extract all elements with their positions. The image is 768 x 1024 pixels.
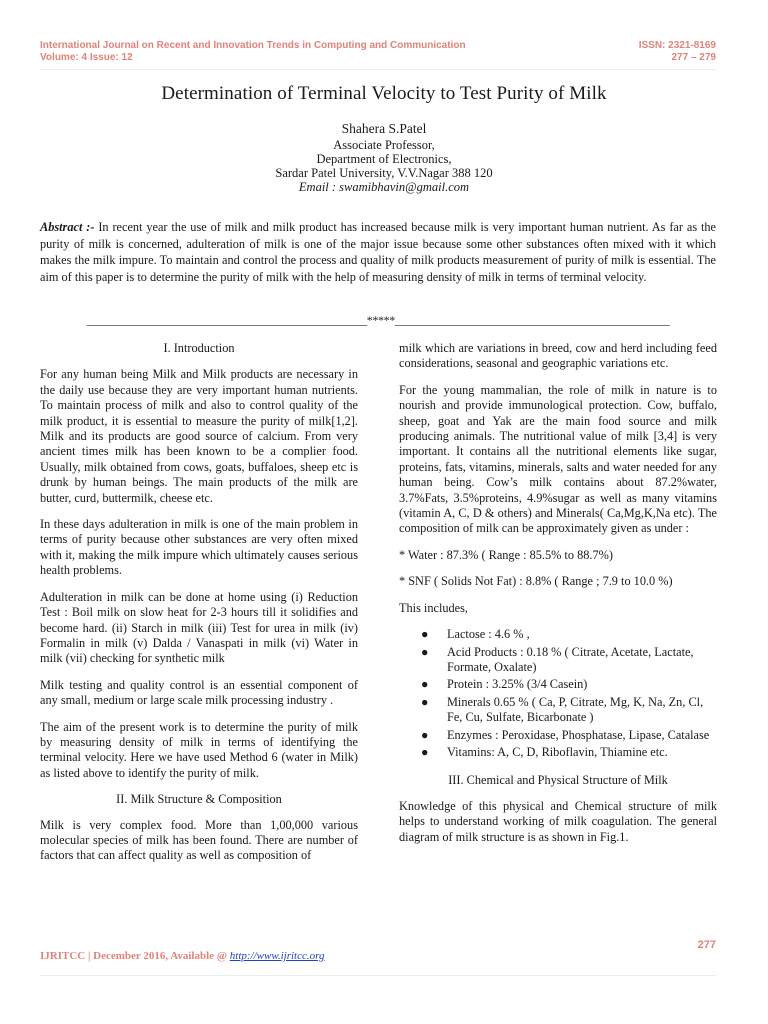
paragraph: For the young mammalian, the role of milk in nature is to nourish and provide immunological protection. Cow, buffalo, sheep, goat and Yak are the main food source and milk producing animals. The nutritional value of milk [3,4] is very important. It contains all the nutritional elements like sugar, proteins, fats, vitamins, minerals, salts and water needed for any human being. Cow’s milk contains about 87.2%water, 3.7%Fats, 3.5%proteins, 4.9%sugar as well as many vitamins (vitamin A, C, D & others) and Minerals( Ca,Mg,K,Na etc). The composition of milk can be approximately given as under :: [399, 382, 717, 536]
author-university: Sardar Patel University, V.V.Nagar 388 120: [275, 166, 493, 180]
author-position: Associate Professor,: [333, 138, 435, 152]
issn: ISSN: 2321-8169: [638, 40, 716, 51]
includes-label: This includes,: [399, 600, 468, 615]
abstract-label: Abstract :-: [40, 220, 95, 234]
abstract: [40, 219, 716, 285]
issn-header: [639, 40, 716, 64]
paper-title: Determination of Terminal Velocity to Test Purity of Milk: [161, 83, 607, 104]
snf-composition: * SNF ( Solids Not Fat) : 8.8% ( Range ; 7.9 to 10.0 %): [399, 574, 673, 589]
page-number: 277: [697, 939, 716, 951]
water-composition: * Water : 87.3% ( Range : 85.5% to 88.7%): [399, 547, 613, 562]
author-department: Department of Electronics,: [316, 152, 452, 166]
paragraph: milk which are variations in breed, cow and herd including feed considerations, seasonal and geographic variations etc.: [399, 341, 717, 371]
paragraph: Milk testing and quality control is an essential component of any small, medium or large scale milk processing industry .: [40, 677, 358, 708]
list-item: ● Protein : 3.25% (3/4 Casein): [421, 677, 588, 692]
paragraph: Milk is very complex food. More than 1,00,000 various molecular species of milk has been found. There are number of factors that can affect quality as well as composition of: [40, 817, 358, 863]
bullet-icon: ●: [421, 727, 429, 742]
composition-list: [399, 627, 717, 760]
footer-journal: IJRITCC | December 2016, Available @: [40, 950, 230, 962]
page-range: 277 – 279: [671, 52, 716, 63]
paragraph: In these days adulteration in milk is one of the main problem in terms of purity because other substances are very often mixed with it, making the milk impure which ultimately causes serious health problems.: [40, 517, 358, 578]
journal-header: [40, 40, 466, 64]
footer-divider: [40, 975, 716, 976]
author-block: [0, 122, 768, 194]
paragraph: Knowledge of this physical and Chemical structure of milk helps to understand working of milk coagulation. The general diagram of milk structure is as shown in Fig.1.: [399, 798, 717, 844]
journal-link[interactable]: http://www.ijritcc.org: [229, 950, 325, 962]
bullet-icon: ●: [421, 677, 429, 692]
list-item: ● Minerals 0.65 % ( Ca, P, Citrate, Mg, K, Na, Zn, Cl, Fe, Cu, Sulfate, Bicarbonate ): [421, 694, 704, 725]
author-name: Shahera S.Patel: [341, 121, 427, 136]
list-item: ● Acid Products : 0.18 % ( Citrate, Acetate, Lactate, Formate, Oxalate): [421, 644, 694, 674]
author-email: Email : swamibhavin@gmail.com: [298, 180, 470, 194]
list-item: ● Vitamins: A, C, D, Riboflavin, Thiamine etc.: [421, 744, 668, 759]
header-divider: [40, 69, 716, 70]
footer-citation: [40, 950, 325, 962]
journal-name: International Journal on Recent and Innovation Trends in Computing and Communication: [40, 40, 466, 51]
paragraph: Adulteration in milk can be done at home using (i) Reduction Test : Boil milk on slow heat for 2-3 hours till it solidifies and become hard. (ii) Starch in milk (iii) Test for urea in milk (iv) Formalin in milk (v) Dalda / Vanaspati in milk (vi) Water in milk (vii) checking for synthetic milk: [40, 589, 358, 666]
bullet-icon: ●: [421, 644, 429, 659]
paragraph: For any human being Milk and Milk products are necessary in the daily use because they are very important human nutrients. To maintain process of milk and also to control quality of the milk product, it is essential to measure the purity of milk[1,2]. Milk and its products are good source of calcium. From very ancient times milk has been known to be a complier food. Usually, milk obtained from cows, goats, buffaloes, sheep etc is drunk by human beings. The main products of the milk are butter, curd, buttermilk, cheese etc.: [40, 367, 358, 505]
list-item: ● Enzymes : Peroxidase, Phosphatase, Lipase, Catalase: [421, 727, 710, 742]
volume-issue: Volume: 4 Issue: 12: [40, 52, 133, 63]
section-heading-chemical-structure: III. Chemical and Physical Structure of Milk: [448, 773, 668, 788]
abstract-text: In recent year the use of milk and milk product has increased because milk is very important human nutrient. As far as the purity of milk is concerned, adulteration of milk is one of the major issue because some other substances often mixed with it which makes the milk impure. To maintain and control the process and quality of milk products measurement of purity of milk is essential. The aim of this paper is to determine the purity of milk with the help of measuring density of milk in terms of terminal velocity.: [40, 220, 717, 284]
bullet-icon: ●: [421, 627, 429, 642]
left-column: [40, 341, 358, 875]
list-item: ● Lactose : 4.6 % ,: [421, 627, 530, 642]
paragraph: The aim of the present work is to determine the purity of milk by measuring density of milk in terms of identifying the terminal velocity. Here we have used Method 6 (water in Milk) as listed above to identify the purity of milk.: [40, 719, 358, 780]
section-heading-introduction: I. Introduction: [163, 341, 235, 355]
bullet-icon: ●: [421, 744, 429, 759]
right-column: [399, 341, 717, 856]
bullet-icon: ●: [421, 694, 429, 709]
section-heading-milk-structure: II. Milk Structure & Composition: [116, 792, 282, 807]
section-separator: __________________________________________________*****_________________________________________________: [86, 313, 670, 327]
